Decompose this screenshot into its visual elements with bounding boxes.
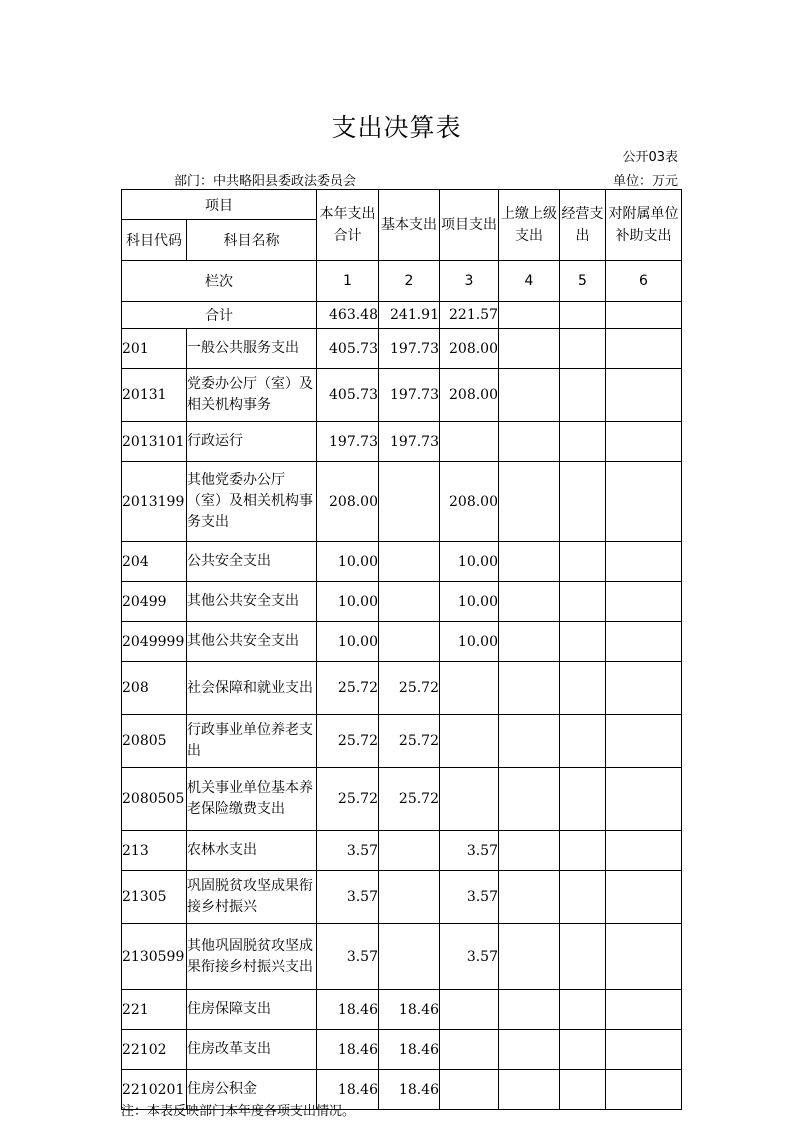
amount-cell: 10.00	[317, 582, 379, 622]
amount-cell: 197.73	[317, 422, 379, 462]
amount-cell: 3.57	[317, 831, 379, 871]
amount-cell	[560, 422, 606, 462]
amount-cell: 3.57	[440, 871, 499, 924]
subject-code: 20131	[122, 369, 187, 422]
amount-cell	[606, 622, 682, 662]
col-number: 2	[379, 261, 440, 302]
amount-cell	[560, 622, 606, 662]
amount-cell: 3.57	[440, 924, 499, 990]
amount-cell	[499, 990, 560, 1030]
amount-cell	[560, 1030, 606, 1070]
amount-cell	[606, 369, 682, 422]
total-value	[606, 302, 682, 329]
amount-cell: 208.00	[440, 462, 499, 542]
amount-cell	[499, 831, 560, 871]
amount-cell: 25.72	[379, 715, 440, 768]
header-col-operating: 经营支出	[560, 190, 606, 261]
expenditure-table	[121, 189, 682, 1110]
header-col-project: 项目支出	[440, 190, 499, 261]
subject-name: 行政事业单位养老支出	[187, 715, 317, 768]
amount-cell: 25.72	[379, 768, 440, 831]
amount-cell	[499, 329, 560, 369]
subject-code: 2080505	[122, 768, 187, 831]
amount-cell	[440, 1030, 499, 1070]
column-number-row	[122, 261, 682, 302]
amount-cell	[499, 715, 560, 768]
subject-code: 2210201	[122, 1070, 187, 1110]
amount-cell: 197.73	[379, 422, 440, 462]
total-value: 241.91	[379, 302, 440, 329]
amount-cell	[606, 871, 682, 924]
amount-cell	[560, 582, 606, 622]
amount-cell: 25.72	[379, 662, 440, 715]
amount-cell	[379, 924, 440, 990]
subject-name: 巩固脱贫攻坚成果衔接乡村振兴	[187, 871, 317, 924]
department-label: 部门：中共略阳县委政法委员会	[174, 174, 357, 189]
amount-cell: 197.73	[379, 369, 440, 422]
amount-cell: 3.57	[317, 871, 379, 924]
amount-cell	[440, 1070, 499, 1110]
amount-cell	[379, 462, 440, 542]
amount-cell	[560, 329, 606, 369]
subject-name: 住房保障支出	[187, 990, 317, 1030]
amount-cell	[560, 871, 606, 924]
amount-cell: 197.73	[379, 329, 440, 369]
table-row	[122, 924, 682, 990]
amount-cell	[440, 715, 499, 768]
table-row	[122, 768, 682, 831]
header-col-basic: 基本支出	[379, 190, 440, 261]
amount-cell	[606, 422, 682, 462]
amount-cell	[560, 990, 606, 1030]
amount-cell: 25.72	[317, 662, 379, 715]
amount-cell: 18.46	[317, 1030, 379, 1070]
amount-cell: 25.72	[317, 768, 379, 831]
col-number: 6	[606, 261, 682, 302]
header-col-total: 本年支出合计	[317, 190, 379, 261]
amount-cell	[560, 831, 606, 871]
subject-code: 2049999	[122, 622, 187, 662]
subject-name: 住房公积金	[187, 1070, 317, 1110]
amount-cell	[499, 924, 560, 990]
total-value: 463.48	[317, 302, 379, 329]
subject-code: 204	[122, 542, 187, 582]
table-row	[122, 462, 682, 542]
amount-cell	[560, 369, 606, 422]
amount-cell	[499, 768, 560, 831]
amount-cell	[379, 871, 440, 924]
amount-cell: 18.46	[317, 990, 379, 1030]
table-row	[122, 542, 682, 582]
table-row	[122, 871, 682, 924]
amount-cell	[606, 329, 682, 369]
amount-cell	[499, 1070, 560, 1110]
amount-cell	[606, 542, 682, 582]
table-row	[122, 715, 682, 768]
table-row	[122, 662, 682, 715]
amount-cell	[560, 542, 606, 582]
amount-cell: 3.57	[440, 831, 499, 871]
amount-cell: 18.46	[379, 1070, 440, 1110]
subject-name: 行政运行	[187, 422, 317, 462]
amount-cell	[606, 831, 682, 871]
amount-cell	[379, 542, 440, 582]
amount-cell	[499, 662, 560, 715]
subject-code: 20805	[122, 715, 187, 768]
total-value	[499, 302, 560, 329]
amount-cell	[606, 990, 682, 1030]
subject-name: 住房改革支出	[187, 1030, 317, 1070]
amount-cell	[560, 1070, 606, 1110]
subject-name: 其他公共安全支出	[187, 582, 317, 622]
amount-cell	[560, 462, 606, 542]
total-row	[122, 302, 682, 329]
subject-name: 其他党委办公厅（室）及相关机构事务支出	[187, 462, 317, 542]
amount-cell	[499, 542, 560, 582]
col-number: 3	[440, 261, 499, 302]
subject-code: 2013199	[122, 462, 187, 542]
table-row	[122, 990, 682, 1030]
row-label: 栏次	[122, 261, 317, 302]
header-item: 项目	[122, 190, 317, 220]
amount-cell	[606, 768, 682, 831]
header-col-subsidy: 对附属单位补助支出	[606, 190, 682, 261]
subject-name: 其他巩固脱贫攻坚成果衔接乡村振兴支出	[187, 924, 317, 990]
total-value	[560, 302, 606, 329]
subject-code: 201	[122, 329, 187, 369]
footnote: 注：本表反映部门本年度各项支出情况。	[121, 1104, 356, 1119]
amount-cell: 18.46	[317, 1070, 379, 1110]
subject-code: 2013101	[122, 422, 187, 462]
amount-cell: 208.00	[317, 462, 379, 542]
amount-cell	[499, 1030, 560, 1070]
amount-cell: 208.00	[440, 369, 499, 422]
amount-cell	[499, 422, 560, 462]
amount-cell	[440, 662, 499, 715]
subject-code: 221	[122, 990, 187, 1030]
amount-cell: 405.73	[317, 369, 379, 422]
col-number: 1	[317, 261, 379, 302]
subject-name: 机关事业单位基本养老保险缴费支出	[187, 768, 317, 831]
amount-cell	[606, 924, 682, 990]
amount-cell: 405.73	[317, 329, 379, 369]
subject-code: 208	[122, 662, 187, 715]
amount-cell: 18.46	[379, 990, 440, 1030]
page-title: 支出决算表	[331, 113, 462, 142]
amount-cell	[440, 768, 499, 831]
amount-cell	[606, 1070, 682, 1110]
table-row	[122, 329, 682, 369]
subject-code: 20499	[122, 582, 187, 622]
table-row	[122, 582, 682, 622]
amount-cell	[606, 715, 682, 768]
table-row	[122, 422, 682, 462]
subject-name: 一般公共服务支出	[187, 329, 317, 369]
col-number: 4	[499, 261, 560, 302]
amount-cell	[499, 462, 560, 542]
amount-cell: 25.72	[317, 715, 379, 768]
subject-name: 其他公共安全支出	[187, 622, 317, 662]
amount-cell	[606, 662, 682, 715]
amount-cell	[499, 622, 560, 662]
subject-name: 社会保障和就业支出	[187, 662, 317, 715]
amount-cell: 10.00	[317, 622, 379, 662]
subject-code: 22102	[122, 1030, 187, 1070]
amount-cell: 18.46	[379, 1030, 440, 1070]
table-row	[122, 369, 682, 422]
amount-cell	[440, 422, 499, 462]
table-row	[122, 1030, 682, 1070]
subject-name: 党委办公厅（室）及相关机构事务	[187, 369, 317, 422]
amount-cell: 10.00	[440, 582, 499, 622]
amount-cell	[560, 662, 606, 715]
table-row	[122, 831, 682, 871]
amount-cell	[606, 582, 682, 622]
amount-cell: 10.00	[440, 622, 499, 662]
subject-name: 农林水支出	[187, 831, 317, 871]
amount-cell	[560, 715, 606, 768]
unit-label: 单位：万元	[612, 174, 678, 189]
subject-code: 2130599	[122, 924, 187, 990]
subject-code: 21305	[122, 871, 187, 924]
amount-cell	[499, 582, 560, 622]
amount-cell: 10.00	[317, 542, 379, 582]
amount-cell: 10.00	[440, 542, 499, 582]
amount-cell	[379, 831, 440, 871]
amount-cell	[560, 924, 606, 990]
amount-cell	[379, 622, 440, 662]
subject-name: 公共安全支出	[187, 542, 317, 582]
total-label: 合计	[122, 302, 317, 329]
header-row	[122, 190, 682, 220]
amount-cell: 3.57	[317, 924, 379, 990]
amount-cell	[606, 462, 682, 542]
subject-code: 213	[122, 831, 187, 871]
amount-cell	[560, 768, 606, 831]
amount-cell	[379, 582, 440, 622]
table-row	[122, 622, 682, 662]
total-value: 221.57	[440, 302, 499, 329]
amount-cell: 208.00	[440, 329, 499, 369]
table-number: 公开03表	[622, 150, 678, 165]
header-subject-name: 科目名称	[187, 220, 317, 261]
header-subject-code: 科目代码	[122, 220, 187, 261]
amount-cell	[440, 990, 499, 1030]
amount-cell	[499, 369, 560, 422]
amount-cell	[499, 871, 560, 924]
amount-cell	[606, 1030, 682, 1070]
header-col-remit: 上缴上级支出	[499, 190, 560, 261]
col-number: 5	[560, 261, 606, 302]
